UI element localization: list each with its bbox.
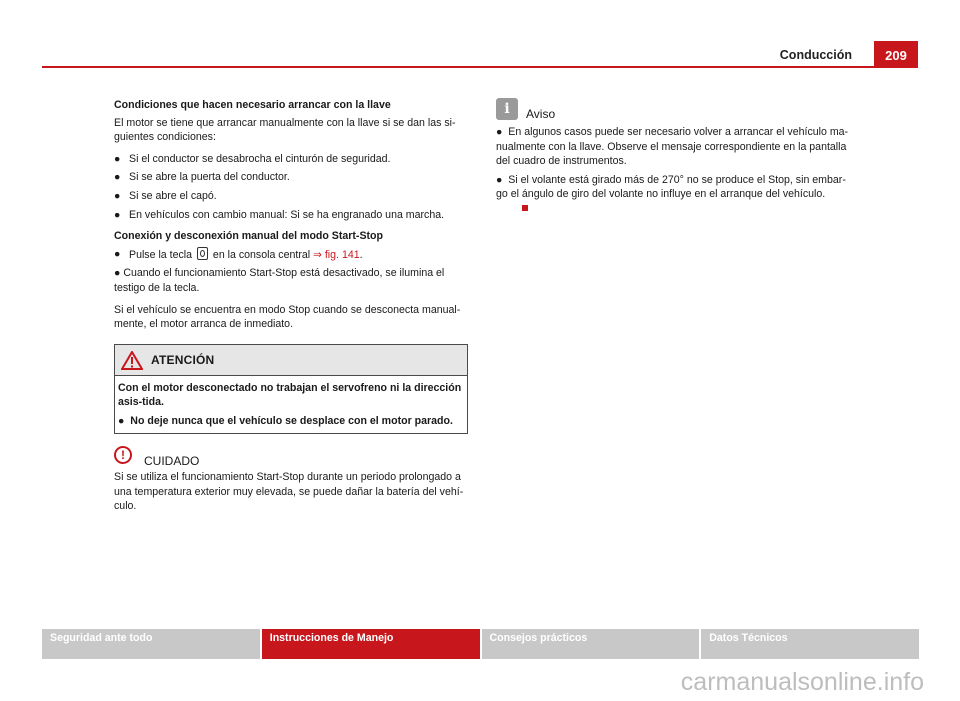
warning-bullet: ● No deje nunca que el vehículo se desplace con el motor parado. xyxy=(118,414,453,427)
start-stop-key-icon xyxy=(197,247,208,260)
warning-title: ATENCIÓN xyxy=(151,352,215,367)
caution-circle-icon: ! xyxy=(114,446,132,464)
tab-consejos[interactable]: Consejos prácticos xyxy=(482,629,700,659)
caution-text: Si se utiliza el funcionamiento Start-Stop durante un periodo prolongado a una temperatura exterior muy elevada, se puede dañar la batería del vehí-culo. xyxy=(114,471,464,513)
tab-seguridad[interactable]: Seguridad ante todo xyxy=(42,629,260,659)
chapter-tabs xyxy=(42,629,919,659)
list-item: ● En vehículos con cambio manual: Si se ha engranado una marcha. xyxy=(114,208,445,221)
paragraph-key-start: El motor se tiene que arrancar manualmente con la llave si se dan las si-guientes condiciones: xyxy=(114,116,456,144)
tab-instrucciones[interactable]: Instrucciones de Manejo xyxy=(262,629,480,659)
caution-block xyxy=(114,448,470,514)
list-item: ● Pulse la tecla en la consola central ⇒ fig. 141. xyxy=(114,247,363,261)
watermark: carmanualsonline.info xyxy=(680,668,924,696)
end-mark xyxy=(522,205,528,211)
right-column xyxy=(496,98,854,221)
paragraph-stop-mode: Si el vehículo se encuentra en modo Stop cuando se desconecta manual-mente, el motor arranca de inmediato. xyxy=(114,303,461,331)
page-number: 209 xyxy=(874,41,918,68)
heading-manual-mode: Conexión y desconexión manual del modo Start-Stop xyxy=(114,230,383,243)
left-column xyxy=(114,98,470,514)
figure-link[interactable]: ⇒ fig. 141 xyxy=(313,248,360,261)
list-item: ● Si el conductor se desabrocha el cinturón de seguridad. xyxy=(114,152,391,165)
tab-datos[interactable]: Datos Técnicos xyxy=(701,629,919,659)
caution-title: CUIDADO xyxy=(144,453,200,468)
list-item: ● Si el volante está girado más de 270° no se produce el Stop, sin embar-go el ángulo de giro del volante no influye en el arranque del vehículo. xyxy=(496,173,854,217)
list-item: ● Si se abre la puerta del conductor. xyxy=(114,171,290,184)
list-item: ● Si se abre el capó. xyxy=(114,189,217,202)
list-item: ● Cuando el funcionamiento Start-Stop está desactivado, se ilumina el testigo de la tecla. xyxy=(114,267,445,294)
note-title: Aviso xyxy=(526,107,556,121)
warning-box xyxy=(114,344,468,434)
warning-triangle-icon xyxy=(121,351,143,370)
section-title: Conducción xyxy=(779,48,852,62)
header-rule xyxy=(42,66,918,68)
info-icon: i xyxy=(496,98,518,120)
warning-body xyxy=(115,376,467,433)
heading-key-start: Condiciones que hacen necesario arrancar con la llave xyxy=(114,99,391,111)
warning-header xyxy=(115,345,467,376)
list-item: ● En algunos casos puede ser necesario volver a arrancar el vehículo ma-nualmente con la llave. Observe el mensaje correspondiente en la pantalla del cuadro de instrumentos. xyxy=(496,126,849,168)
warning-text: Con el motor desconectado no trabajan el servofreno ni la dirección asis-tida. xyxy=(118,381,462,409)
note-header xyxy=(496,98,854,122)
